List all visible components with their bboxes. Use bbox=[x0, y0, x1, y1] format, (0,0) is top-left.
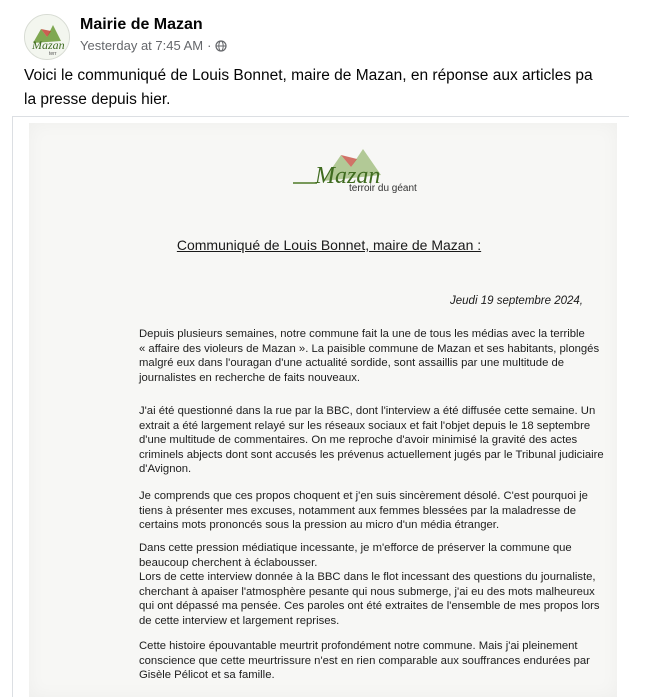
logo-wordmark: Mazan bbox=[315, 163, 381, 189]
post-timestamp[interactable]: Yesterday at 7:45 AM bbox=[80, 38, 204, 53]
paragraph-line: Gisèle Pélicot et sa famille. bbox=[139, 669, 275, 682]
document-date: Jeudi 19 septembre 2024, bbox=[450, 295, 583, 307]
paragraph-line: qui ont dépassé ma pensée. Ces paroles ont été extraites de l'ensemble de mes propos lors bbox=[139, 600, 600, 613]
document-paragraph bbox=[139, 327, 599, 385]
post-meta bbox=[80, 38, 227, 53]
mazan-logo-icon bbox=[25, 15, 69, 59]
paragraph-line: certains mots prononcés sous la pression au micro d'un média étranger. bbox=[139, 519, 500, 532]
logo-tagline: terroir du géant bbox=[349, 183, 417, 194]
author-name[interactable]: Mairie de Mazan bbox=[80, 16, 203, 33]
press-release-document bbox=[29, 123, 617, 697]
globe-icon[interactable] bbox=[215, 40, 227, 52]
paragraph-line: Cette histoire épouvantable meurtrit profondément notre commune. Mais j'ai pleinement bbox=[139, 640, 578, 652]
paragraph-line: extrait a été largement relayé sur les réseaux sociaux et fait l'objet depuis le 18 septembre bbox=[139, 419, 591, 432]
paragraph-line: d'Avignon. bbox=[139, 463, 192, 476]
svg-text:terr: terr bbox=[49, 51, 57, 57]
paragraph-line: cherchant à apaiser l'atmosphère pesante qui nous submerge, j'ai eu des mots malheureux bbox=[139, 585, 595, 598]
paragraph-line: conscience que cette meurtrissure n'est en rien comparable aux souffrances endurées par bbox=[139, 654, 590, 667]
document-paragraph bbox=[139, 639, 590, 683]
document-paragraph bbox=[139, 541, 600, 629]
paragraph-line: criminels abjects dont sont accusés les prévenus actuellement jugés par le Tribunal judiciaire bbox=[139, 448, 604, 461]
paragraph-line: journalistes en recherche de faits nouveaux. bbox=[139, 371, 361, 384]
document-logo bbox=[281, 141, 421, 205]
post-text-line: Voici le communiqué de Louis Bonnet, maire de Mazan, en réponse aux articles pa bbox=[24, 67, 593, 84]
paragraph-line: Dans cette pression médiatique incessante, je m'efforce de préserver la commune que bbox=[139, 542, 572, 554]
post-image[interactable] bbox=[12, 116, 629, 697]
paragraph-line: Je comprends que ces propos choquent et j'en suis sincèrement désolé. C'est pourquoi je bbox=[139, 490, 588, 502]
paragraph-line: « affaire des violeurs de Mazan ». La paisible commune de Mazan et ses habitants, plongés bbox=[139, 342, 600, 355]
paragraph-line: Lors de cette interview donnée à la BBC dans le flot incessant des questions du journaliste, bbox=[139, 571, 596, 584]
paragraph-line: beaucoup cherchent à éclabousser. bbox=[139, 556, 318, 569]
paragraph-line: Depuis plusieurs semaines, notre commune fait la une de tous les médias avec la terrible bbox=[139, 328, 585, 340]
svg-text:Mazan: Mazan bbox=[32, 38, 65, 52]
page-avatar[interactable] bbox=[24, 14, 70, 60]
paragraph-line: d'une multitude de commentaires. On me reproche d'avoir minimisé la gravité des actes bbox=[139, 434, 578, 447]
paragraph-line: malgré eux dans l'ouragan d'une actualité sordide, sont assaillis par une multitude de bbox=[139, 357, 565, 370]
document-title: Communiqué de Louis Bonnet, maire de Mazan : bbox=[176, 237, 482, 253]
document-paragraph bbox=[139, 404, 604, 477]
paragraph-line: de cette interview et largement reprises. bbox=[139, 614, 340, 627]
mazan-wordmark-icon bbox=[281, 141, 421, 205]
paragraph-line: J'ai été questionné dans la rue par la BBC, dont l'interview a été diffusée cette semaine. Un bbox=[139, 405, 596, 417]
document-paragraph bbox=[139, 489, 588, 533]
paragraph-line: tiens à présenter mes excuses, notamment aux femmes blessées par la maladresse de bbox=[139, 504, 577, 517]
meta-separator: · bbox=[207, 38, 212, 53]
post-text bbox=[24, 64, 614, 112]
post-header bbox=[24, 12, 624, 56]
post-text-line: la presse depuis hier. bbox=[24, 91, 171, 108]
